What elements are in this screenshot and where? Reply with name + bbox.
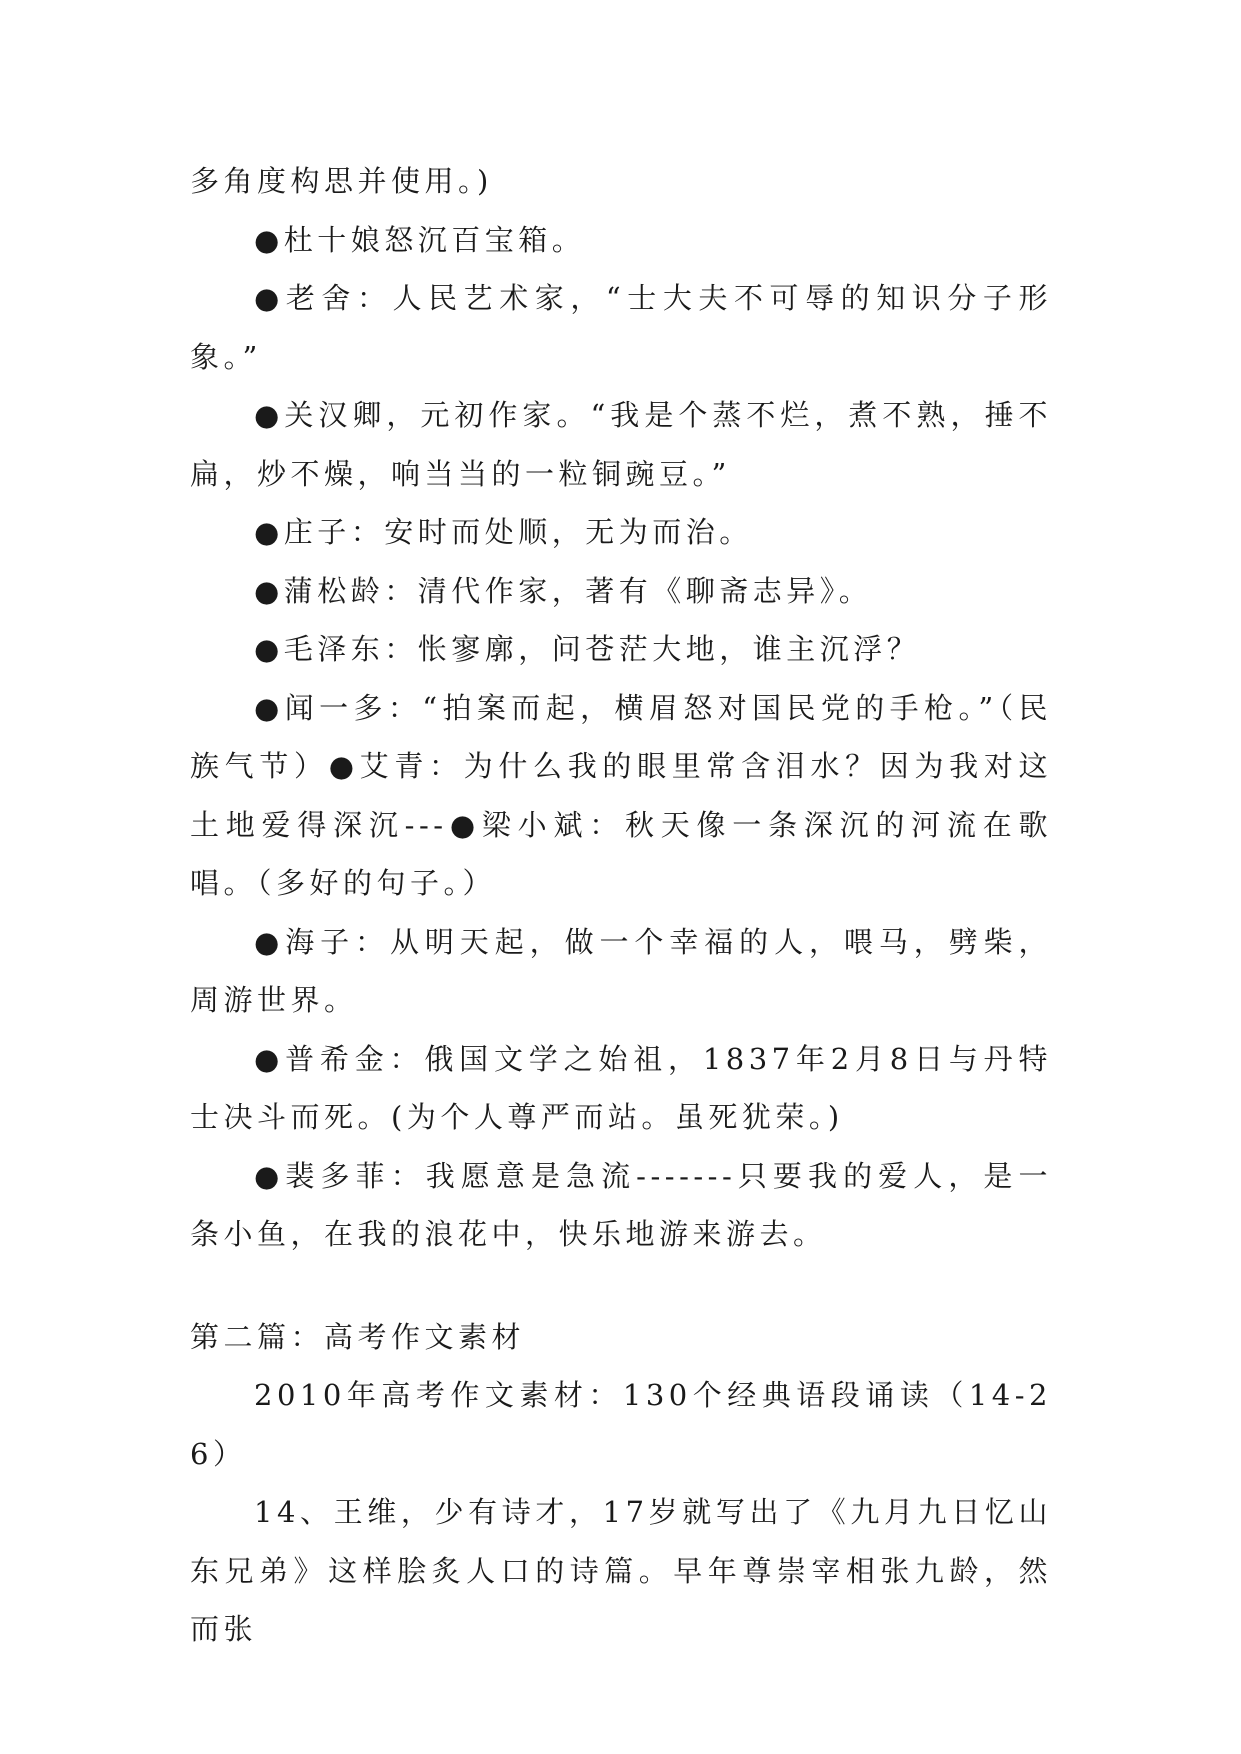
paragraph: ●庄子：安时而处顺，无为而治。 xyxy=(254,515,753,549)
paragraph: ●关汉卿，元初作家。“我是个蒸不烂，煮不熟，捶不扁，炒不燥，响当当的一粒铜豌豆。” xyxy=(190,398,1052,491)
paragraph: ●蒲松龄：清代作家，著有《聊斋志异》。 xyxy=(254,573,873,608)
paragraph: ●裴多菲：我愿意是急流-------只要我的爱人，是一条小鱼，在我的浪花中，快乐地游来游去。 xyxy=(190,1158,1052,1251)
section-title: 第二篇：高考作文素材 xyxy=(190,1319,526,1354)
paragraph: ●毛泽东：怅寥廓，问苍茫大地，谁主沉浮？ xyxy=(254,632,921,666)
paragraph: 多角度构思并使用。) xyxy=(190,164,493,198)
paragraph: ●闻一多：“拍案而起，横眉怒对国民党的手枪。”（民族气节）●艾青：为什么我的眼里常含泪水？因为我对这土地爱得深沉---●梁小斌：秋天像一条深沉的河流在歌唱。（多好的句子。） xyxy=(190,690,1052,900)
paragraph: 2010年高考作文素材：130个经典语段诵读（14-26） xyxy=(190,1378,1052,1471)
paragraph: 14、王维，少有诗才，17岁就写出了《九月九日忆山东兄弟》这样脍炙人口的诗篇。早年尊崇宰相张九龄，然而张 xyxy=(190,1495,1052,1646)
paragraph: ●普希金：俄国文学之始祖，1837年2月8日与丹特士决斗而死。(为个人尊严而站。虽死犹荣。) xyxy=(190,1041,1052,1134)
section-spacer xyxy=(190,1264,1052,1308)
paragraph: ●老舍：人民艺术家，“士大夫不可辱的知识分子形象。” xyxy=(190,281,1052,374)
document-body xyxy=(190,152,1052,1659)
paragraph: ●杜十娘怒沉百宝箱。 xyxy=(254,222,586,257)
paragraph: ●海子：从明天起，做一个幸福的人，喂马，劈柴，周游世界。 xyxy=(190,924,1052,1017)
